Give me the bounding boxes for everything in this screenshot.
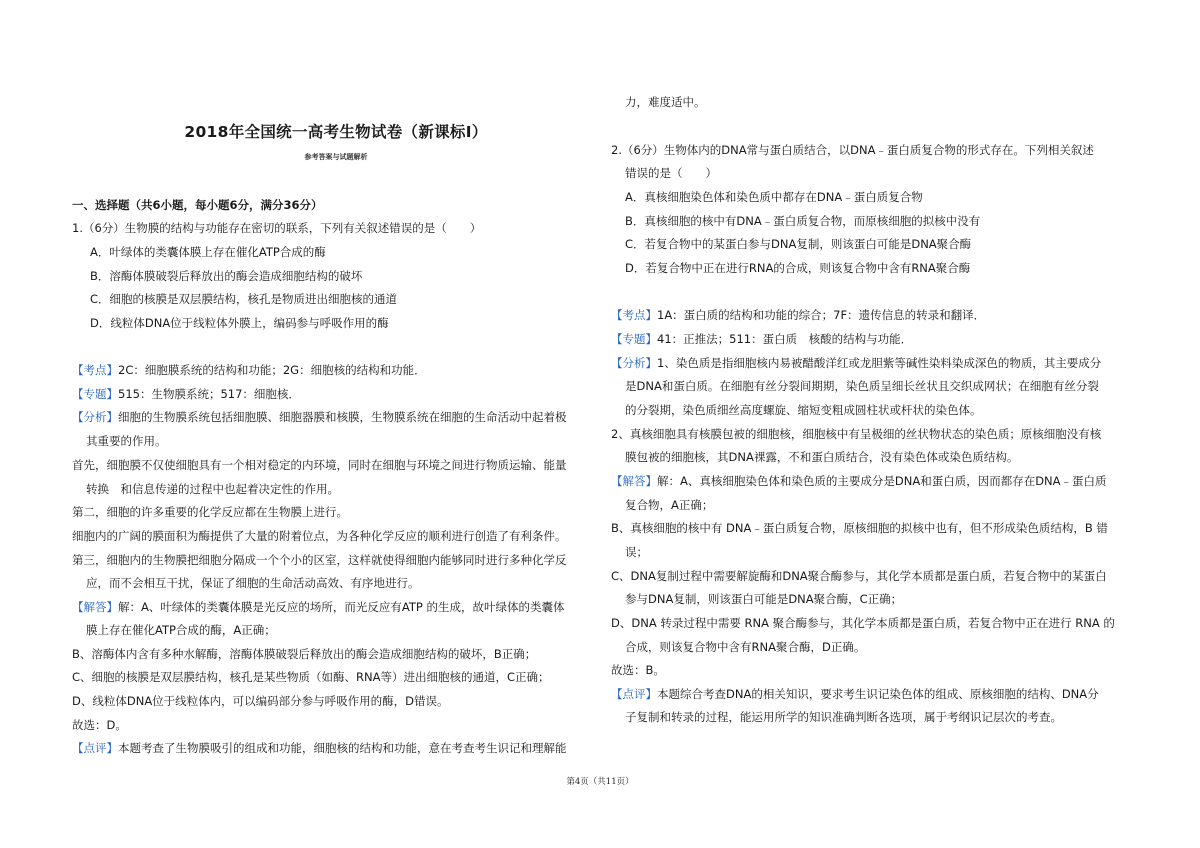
r-jieda-b-1: B、真核细胞的核中有 DNA﹣蛋白质复合物，原核细胞的拟核中也有，但不形成染色质结构，B 错 bbox=[611, 521, 1108, 535]
page-number-footer: 第4页（共11页） bbox=[566, 777, 634, 787]
r-jieda-c-2: 参与DNA复制，则该蛋白可能是DNA聚合酶，C正确； bbox=[625, 592, 903, 606]
r-dianping-line-2: 子复制和转录的过程，能运用所学的知识准确判断各选项，属于考纲识记层次的考查。 bbox=[625, 710, 1062, 724]
r-jieda-line-2: 复合物，A正确； bbox=[625, 498, 714, 512]
fenxi-tag: 【分析】 bbox=[72, 410, 118, 424]
r-answer-line: 故选：B。 bbox=[611, 663, 665, 677]
dianping-tag: 【点评】 bbox=[72, 741, 118, 755]
third-line-2: 应，而不会相互干扰，保证了细胞的生命活动高效、有序地进行。 bbox=[86, 576, 420, 590]
document-subtitle: 参考答案与试题解析 bbox=[304, 153, 368, 161]
r-zhuanti-line bbox=[611, 330, 912, 348]
r-jieda-line-1 bbox=[611, 472, 1107, 490]
r-kaodian-text: 1A：蛋白质的结构和功能的综合；7F：遗传信息的转录和翻译． bbox=[657, 308, 986, 322]
r-dianping-tag: 【点评】 bbox=[611, 687, 657, 701]
second-line: 第二，细胞的许多重要的化学反应都在生物膜上进行。 bbox=[72, 505, 348, 519]
r-jieda-text-1: 解：A、真核细胞染色体和染色质的主要成分是DNA和蛋白质，因而都存在DNA﹣蛋白质 bbox=[657, 474, 1107, 488]
question-1-option-b: B．溶酶体膜破裂后释放出的酶会造成细胞结构的破坏 bbox=[90, 269, 363, 283]
r-zhuanti-tag: 【专题】 bbox=[611, 332, 657, 346]
question-2-option-a: A．真核细胞染色体和染色质中都存在DNA﹣蛋白质复合物 bbox=[625, 190, 923, 204]
r-kaodian-tag: 【考点】 bbox=[611, 308, 657, 322]
third-line-1: 第三，细胞内的生物膜把细胞分隔成一个个小的区室，这样就使得细胞内能够同时进行多种化学反 bbox=[72, 553, 567, 567]
r-jieda-d-1: D、DNA 转录过程中需要 RNA 聚合酶参与，其化学本质都是蛋白质，若复合物中正在进行 RNA 的 bbox=[611, 616, 1115, 630]
jieda-line-1 bbox=[72, 598, 564, 616]
answer-line: 故选：D。 bbox=[72, 718, 127, 732]
r-fenxi-line-1 bbox=[611, 354, 1101, 372]
r-jieda-tag: 【解答】 bbox=[611, 474, 657, 488]
r-dianping-text-1: 本题综合考查DNA的相关知识，要求考生识记染色体的组成、原核细胞的结构、DNA分 bbox=[657, 687, 1099, 701]
jieda-c: C、细胞的核膜是双层膜结构，核孔是某些物质（如酶、RNA等）进出细胞核的通道，C正确； bbox=[72, 670, 550, 684]
document-title: 2018年全国统一高考生物试卷（新课标Ⅰ） bbox=[184, 123, 488, 141]
fenxi-line-1 bbox=[72, 408, 567, 426]
zhuanti-text: 515：生物膜系统；517：细胞核． bbox=[118, 387, 300, 401]
question-2-option-c: C．若复合物中的某蛋白参与DNA复制，则该蛋白可能是DNA聚合酶 bbox=[625, 237, 972, 251]
kaodian-text: 2C：细胞膜系统的结构和功能；2G：细胞核的结构和功能． bbox=[118, 363, 426, 377]
dianping-text-1: 本题考查了生物膜吸引的组成和功能，细胞核的结构和功能，意在考查考生识记和理解能 bbox=[118, 741, 567, 755]
zhuanti-tag: 【专题】 bbox=[72, 387, 118, 401]
question-1-option-d: D．线粒体DNA位于线粒体外膜上，编码参与呼吸作用的酶 bbox=[90, 316, 389, 330]
fenxi-text-1: 细胞的生物膜系统包括细胞膜、细胞器膜和核膜，生物膜系统在细胞的生命活动中起着极 bbox=[118, 410, 567, 424]
r-point2-line-2: 膜包被的细胞核，其DNA裸露，不和蛋白质结合，没有染色体或染色质结构。 bbox=[625, 450, 1019, 464]
carryover-line: 力，难度适中。 bbox=[625, 95, 706, 109]
question-2-stem-2: 错误的是（ ） bbox=[625, 166, 717, 180]
r-zhuanti-text: 41：正推法；511：蛋白质 核酸的结构与功能． bbox=[657, 332, 913, 346]
r-fenxi-line-3: 的分裂期，染色质细丝高度螺旋、缩短变粗成圆柱状或杆状的染色体。 bbox=[625, 403, 982, 417]
jieda-d: D、线粒体DNA位于线粒体内，可以编码部分参与呼吸作用的酶，D错误。 bbox=[72, 694, 449, 708]
r-point2-line-1: 2、真核细胞具有核膜包被的细胞核，细胞核中有呈极细的丝状物状态的染色质；原核细胞没有核 bbox=[611, 427, 1102, 441]
r-dianping-line-1 bbox=[611, 685, 1099, 703]
kaodian-tag: 【考点】 bbox=[72, 363, 118, 377]
jieda-b: B、溶酶体内含有多种水解酶，溶酶体膜破裂后释放出的酶会造成细胞结构的破坏，B正确； bbox=[72, 647, 537, 661]
jieda-text-1: 解：A、叶绿体的类囊体膜是光反应的场所，而光反应有ATP 的生成，故叶绿体的类囊体 bbox=[118, 600, 565, 614]
question-1-option-a: A．叶绿体的类囊体膜上存在催化ATP合成的酶 bbox=[90, 245, 326, 259]
membrane-line: 细胞内的广阔的膜面积为酶提供了大量的附着位点，为各种化学反应的顺利进行创造了有利条件。 bbox=[72, 529, 567, 543]
zhuanti-line bbox=[72, 385, 300, 403]
r-fenxi-line-2: 是DNA和蛋白质。在细胞有丝分裂间期期，染色质呈细长丝状且交织成网状；在细胞有丝分裂 bbox=[625, 379, 1099, 393]
r-fenxi-text-1: 1、染色质是指细胞核内易被醋酸洋红或龙胆紫等碱性染料染成深色的物质，其主要成分 bbox=[657, 356, 1102, 370]
jieda-line-2: 膜上存在催化ATP合成的酶，A正确； bbox=[86, 623, 276, 637]
r-fenxi-tag: 【分析】 bbox=[611, 356, 657, 370]
first-line-2: 转换 和信息传递的过程中也起着决定性的作用。 bbox=[86, 482, 339, 496]
question-1-stem: 1.（6分）生物膜的结构与功能存在密切的联系，下列有关叙述错误的是（ ） bbox=[72, 221, 482, 235]
r-jieda-c-1: C、DNA复制过程中需要解旋酶和DNA聚合酶参与，其化学本质都是蛋白质，若复合物中的某蛋白 bbox=[611, 569, 1107, 583]
section-heading: 一、选择题（共6小题，每小题6分，满分36分） bbox=[72, 198, 323, 212]
jieda-tag: 【解答】 bbox=[72, 600, 118, 614]
r-jieda-d-2: 合成，则该复合物中含有RNA聚合酶，D正确。 bbox=[625, 640, 866, 654]
first-line-1: 首先，细胞膜不仅使细胞具有一个相对稳定的内环境，同时在细胞与环境之间进行物质运输、能量 bbox=[72, 458, 567, 472]
fenxi-line-2: 其重要的作用。 bbox=[86, 434, 167, 448]
question-2-option-d: D．若复合物中正在进行RNA的合成，则该复合物中含有RNA聚合酶 bbox=[625, 261, 971, 275]
kaodian-line bbox=[72, 361, 426, 379]
question-2-option-b: B．真核细胞的核中有DNA﹣蛋白质复合物，而原核细胞的拟核中没有 bbox=[625, 214, 981, 228]
dianping-line-1 bbox=[72, 739, 567, 757]
r-kaodian-line bbox=[611, 306, 985, 324]
question-2-stem-1: 2.（6分）生物体内的DNA常与蛋白质结合，以DNA﹣蛋白质复合物的形式存在。下列相关叙述 bbox=[611, 143, 1094, 157]
r-jieda-b-2: 误； bbox=[625, 545, 648, 559]
question-1-option-c: C．细胞的核膜是双层膜结构，核孔是物质进出细胞核的通道 bbox=[90, 292, 398, 306]
